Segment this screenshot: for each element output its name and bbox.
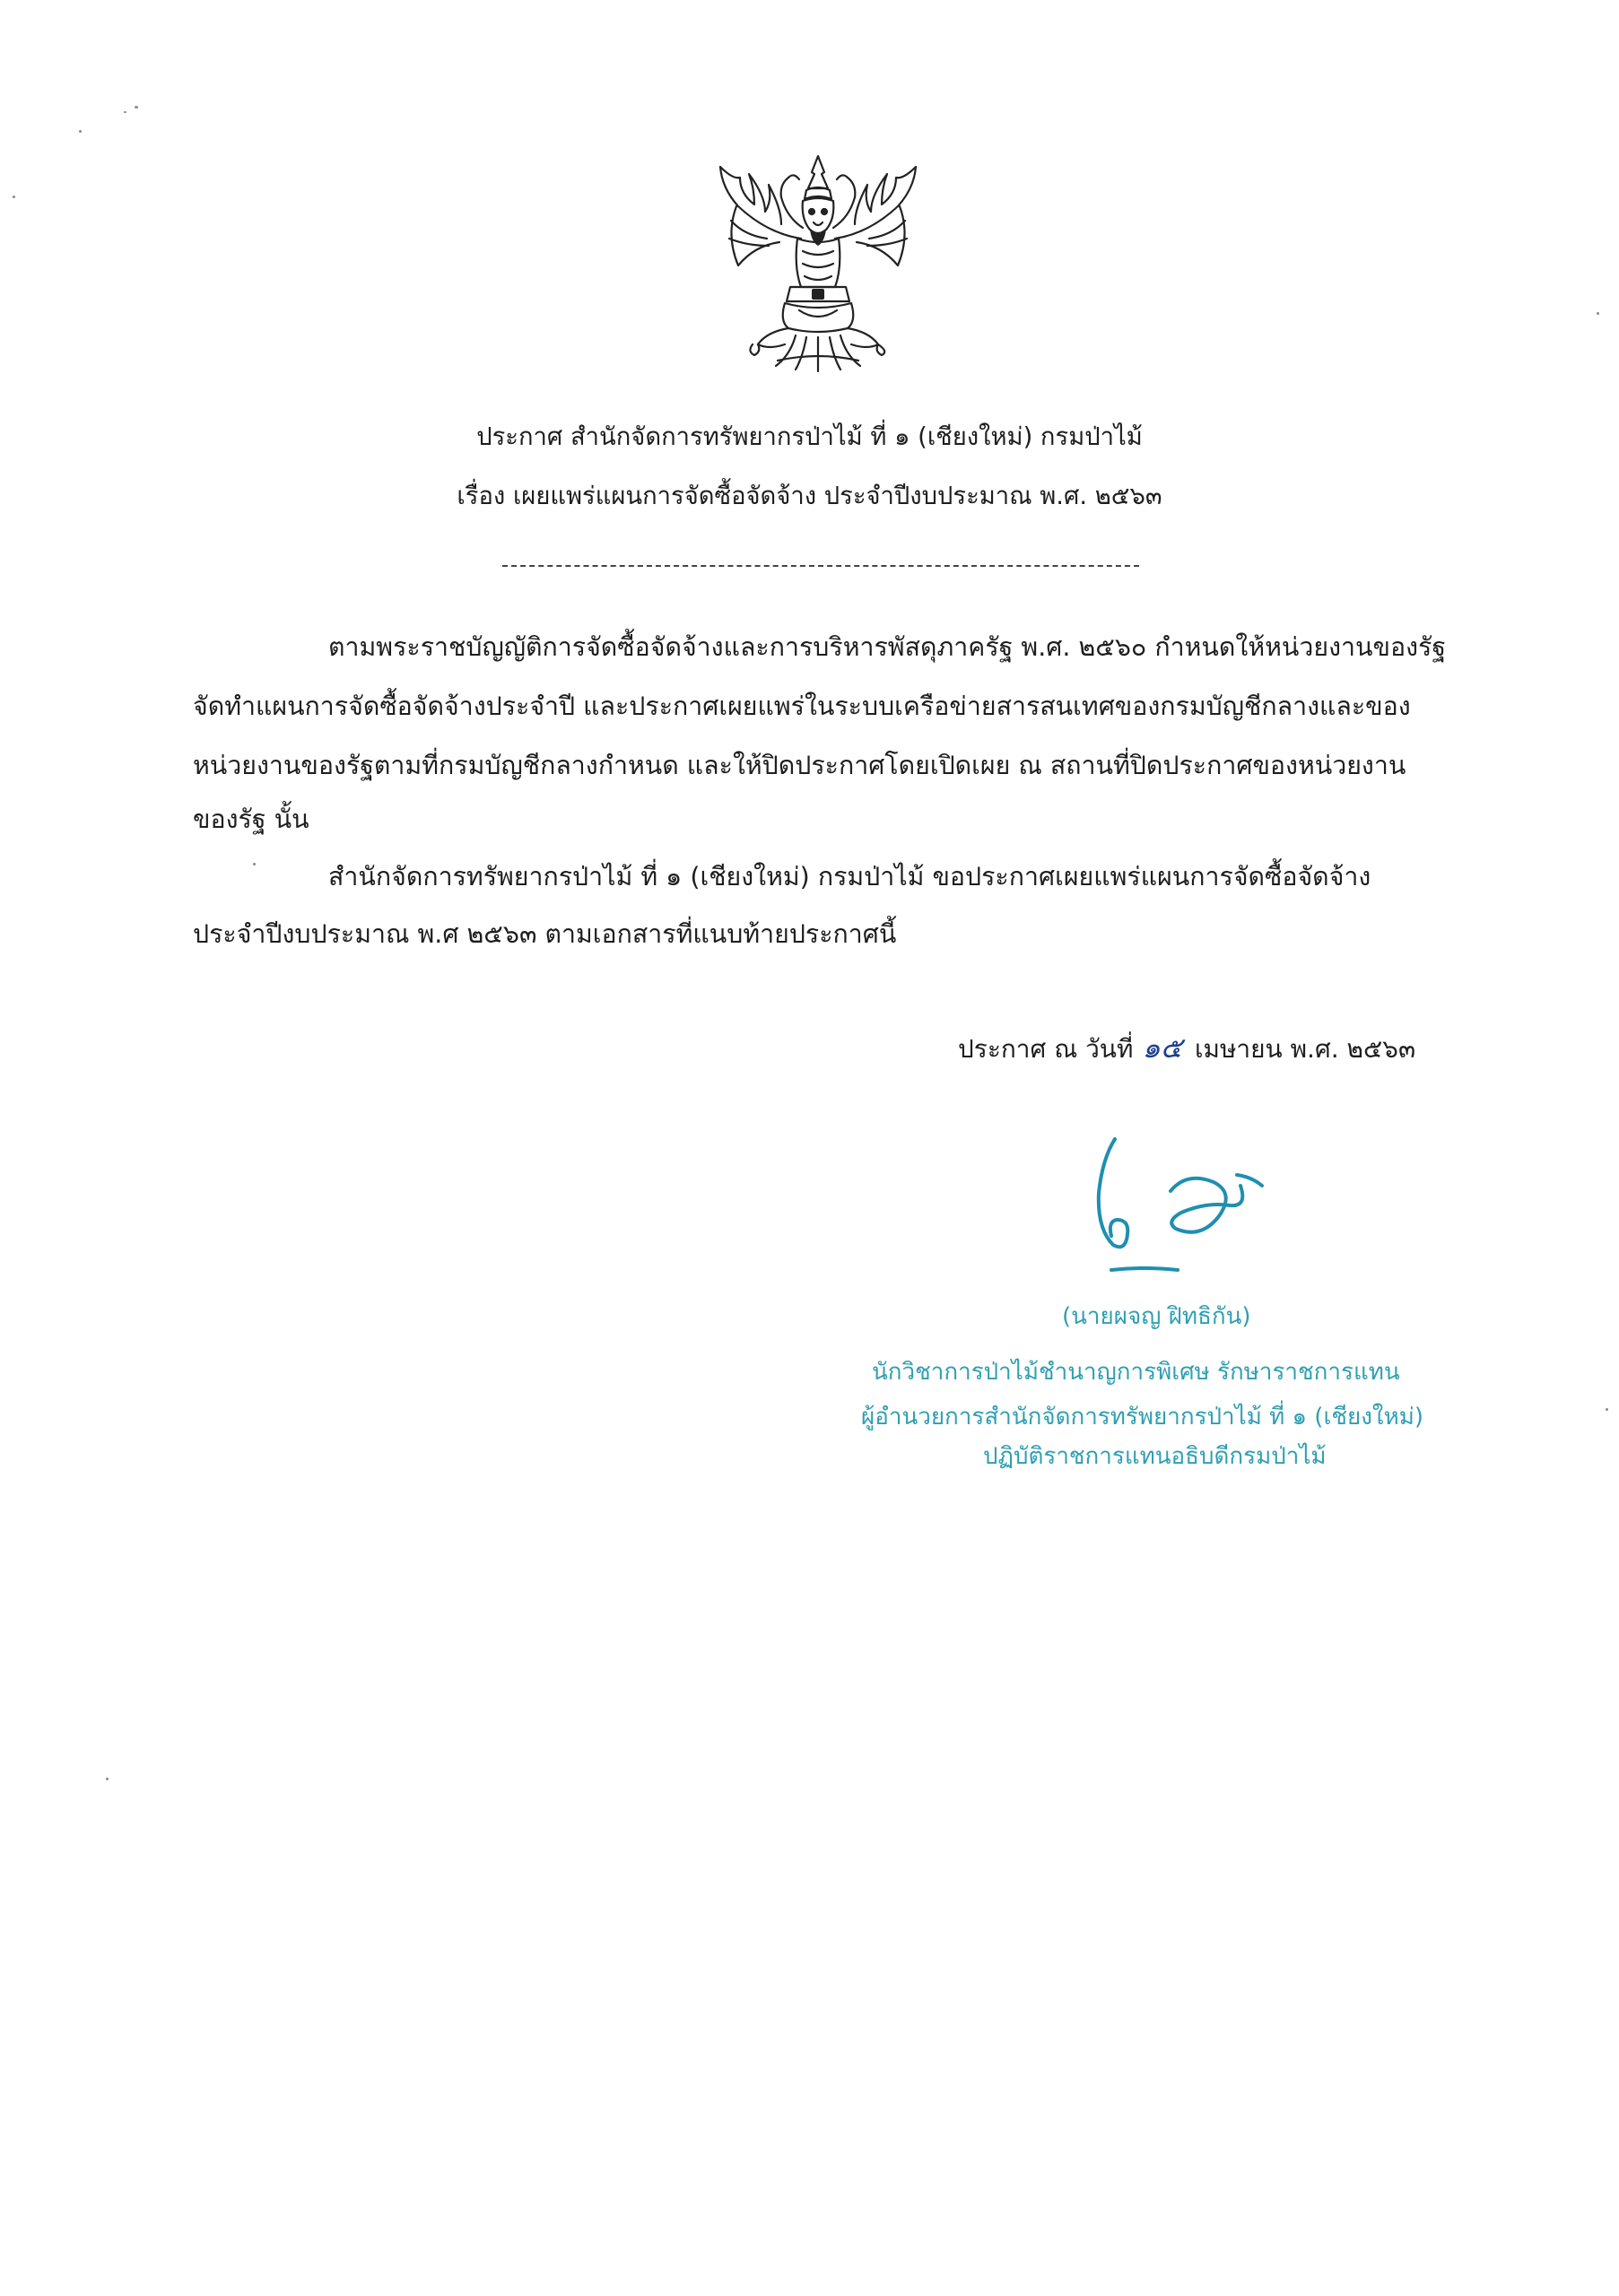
- announcement-date: [958, 1030, 1415, 1067]
- scan-speck: [1597, 312, 1599, 315]
- announcement-title: ประกาศ สำนักจัดการทรัพยากรป่าไม้ ที่ ๑ (เชียงใหม่) กรมป่าไม้: [476, 423, 1143, 451]
- scan-speck: [135, 106, 138, 109]
- paragraph-1-line-2: จัดทำแผนการจัดซื้อจัดจ้างประจำปี และประกาศเผยแพร่ในระบบเครือข่ายสารสนเทศของกรมบัญชีกลางและของ: [193, 691, 1411, 721]
- scan-speck: [253, 863, 256, 865]
- paragraph-1-line-3: หน่วยงานของรัฐตามที่กรมบัญชีกลางกำหนด และให้ปิดประกาศโดยเปิดเผย ณ สถานที่ปิดประกาศของหน่วยงาน: [193, 751, 1406, 780]
- garuda-emblem: [713, 152, 924, 372]
- signer-on-behalf: ปฏิบัติราชการแทนอธิบดีกรมป่าไม้: [983, 1443, 1327, 1470]
- paragraph-2-line-2: ประจำปีงบประมาณ พ.ศ ๒๕๖๓ ตามเอกสารที่แนบท้ายประกาศนี้: [193, 919, 897, 949]
- title-separator: [502, 565, 1139, 570]
- scan-speck: [1606, 1408, 1608, 1411]
- scan-speck: [79, 130, 82, 133]
- signer-name: (นายผจญ ฝิทธิกัน): [1062, 1303, 1251, 1330]
- scan-speck: [106, 1778, 109, 1780]
- signer-position: นักวิชาการป่าไม้ชำนาญการพิเศษ รักษาราชการแทน: [872, 1359, 1400, 1386]
- paragraph-1-line-1: ตามพระราชบัญญัติการจัดซื้อจัดจ้างและการบริหารพัสดุภาครัฐ พ.ศ. ๒๕๖๐ กำหนดให้หน่วยงานของรัฐ: [328, 632, 1447, 662]
- scan-speck: [124, 111, 126, 113]
- announcement-subject: เรื่อง เผยแพร่แผนการจัดซื้อจัดจ้าง ประจำปีงบประมาณ พ.ศ. ๒๕๖๓: [457, 483, 1162, 510]
- date-month-year: เมษายน พ.ศ. ๒๕๖๓: [1194, 1034, 1416, 1064]
- date-prefix: ประกาศ ณ วันที่: [958, 1034, 1134, 1064]
- signer-acting-for: ผู้อำนวยการสำนักจัดการทรัพยากรป่าไม้ ที่ ๑ (เชียงใหม่): [861, 1404, 1424, 1431]
- date-day-handwritten: ๑๕: [1142, 1031, 1182, 1065]
- paragraph-1-line-4: ของรัฐ นั้น: [193, 804, 309, 834]
- scan-speck: [13, 196, 15, 198]
- paragraph-2-line-1: สำนักจัดการทรัพยากรป่าไม้ ที่ ๑ (เชียงใหม่) กรมป่าไม้ ขอประกาศเผยแพร่แผนการจัดซื้อจัดจ้าง: [328, 862, 1371, 891]
- handwritten-signature: [1072, 1123, 1283, 1277]
